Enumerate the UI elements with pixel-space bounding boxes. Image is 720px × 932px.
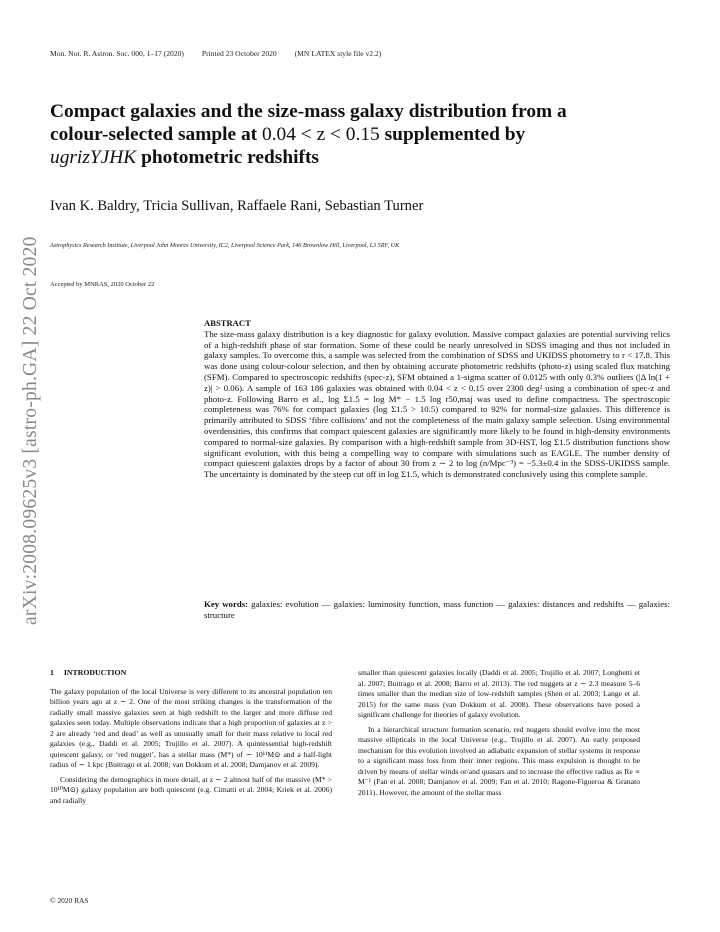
title-line-2: colour-selected sample at 0.04 < z < 0.15 supplemented by: [50, 124, 526, 145]
journal-reference: Mon. Not. R. Astron. Soc. 000, 1–17 (2020): [50, 49, 184, 58]
paper-title: [50, 100, 610, 169]
paragraph: In a hierarchical structure formation scenario, red nuggets should evolve into the most massive ellipticals in the local Universe (e.g., Trujillo et al. 2007). An early proposed mechanism for this evolution involved an adiabatic expansion of stellar systems in response to a significant mass loss from their inner regions. This mass expulsion is thought to be driven by means of stellar winds or/and quasars and to increase the effective radius as Re ∝ M⁻¹ (Fan et al. 2008; Damjanov et al. 2009; Fan et al. 2010; Ragone-Figueroa & Granato 2011). However, the amount of the stellar mass: [358, 724, 640, 797]
abstract-heading: ABSTRACT: [204, 318, 251, 328]
paragraph: The galaxy population of the local Universe is very different to its ancestral population ten billion years ago at z ∼ 2. One of the most striking changes is the transformation of the radially small massive galaxies seen at high redshift to the larger and more diffuse red galaxies seen today. Multiple observations indicate that a high proportion of galaxies at z > 2 are already ‘red and dead’ as well as unusually small for their mass relative to local red galaxies (e.g., Daddi et al. 2005; Trujillo et al. 2007). A quintessential high-redshift quiescent galaxy, or ‘red nugget’, has a stellar mass (M*) of ∼ 10¹¹M⊙ and a half-light radius of ∼ 1 kpc (Buitrago et al. 2008; van Dokkum et al. 2008; Damjanov et al. 2009).: [50, 686, 332, 769]
abstract-text: The size-mass galaxy distribution is a key diagnostic for galaxy evolution. Massive compact galaxies are potential surviving relics of a high-redshift phase of star formation. Some of these could be nearly unresolved in SDSS imaging and thus not included in galaxy samples. To overcome this, a sample was selected from the combination of SDSS and UKIDSS photometry to r < 17.8. This was done using colour-colour selection, and then by obtaining accurate photometric redshifts (photo-z) using scaled flux matching (SFM). Compared to spectroscopic redshifts (spec-z), SFM obtained a 1-sigma scatter of 0.0125 with only 0.3% outliers (|Δ ln(1 + z)| > 0.06). A sample of 163 186 galaxies was obtained with 0.04 < z < 0.15 over 2300 deg² using a combination of spec-z and photo-z. Following Barro et al., log Σ1.5 = log M* − 1.5 log r50,maj was used to define compactness. The spectroscopic completeness was 76% for compact galaxies (log Σ1.5 > 10.5) compared to 92% for normal-size galaxies. This difference is primarily attributed to SDSS ‘fibre collisions’ and not the completeness of the main galaxy sample selection. Using environmental overdensities, this confirms that compact quiescent galaxies are significantly more likely to be found in high-density environments compared to normal-size galaxies. By comparison with a high-redshift sample from 3D-HST, log Σ1.5 distribution functions show significant evolution, with this being a compelling way to compare with simulations such as EAGLE. The number density of compact quiescent galaxies drops by a factor of about 30 from z ∼ 2 to log (n/Mpc⁻³) = −5.3±0.4 in the SDSS-UKIDSS sample. The uncertainty is dominated by the steep cut off in log Σ1.5, which is demonstrated conclusively using this complete sample.: [204, 328, 670, 480]
affiliation: Astrophysics Research Institute, Liverpool John Moores University, IC2, Liverpool Science Park, 146 Brownlow Hill, Liverpool, L3 5RF, UK: [50, 242, 400, 249]
title-line-1: Compact galaxies and the size-mass galaxy distribution from a: [50, 101, 567, 122]
section-number: 1: [50, 668, 54, 677]
paragraph: Considering the demographics in more detail, at z ∼ 2 almost half of the massive (M* > 10¹⁰M⊙) galaxy population are both quiescent (e.g. Cimatti et al. 2004; Kriek et al. 2006) and radially: [50, 774, 332, 805]
title-filter-bands: ugrizYJHK: [50, 147, 137, 168]
printed-date: Printed 23 October 2020: [201, 49, 277, 58]
author-list: Ivan K. Baldry, Tricia Sullivan, Raffaele Rani, Sebastian Turner: [50, 198, 424, 214]
section-title: INTRODUCTION: [63, 668, 127, 677]
arxiv-watermark: arXiv:2008.09625v3 [astro-ph.GA] 22 Oct 2020: [20, 236, 41, 625]
right-column: [358, 668, 640, 798]
style-file-note: (MN LATEX style file v2.2): [294, 49, 382, 58]
abstract-block: [204, 318, 670, 480]
copyright-notice: © 2020 RAS: [50, 896, 89, 905]
left-column: [50, 668, 332, 806]
running-header: [50, 49, 397, 58]
keywords-label: Key words:: [204, 599, 249, 609]
title-line-3: ugrizYJHK photometric redshifts: [50, 147, 319, 168]
paragraph: smaller than quiescent galaxies locally (Daddi et al. 2005; Trujillo et al. 2007; Longhetti et al. 2007; Buitrago et al. 2008; Barro et al. 2013). The red nuggets at z ∼ 2.3 measure 5–6 times smaller than the median size of low-redshift samples (Shen et al. 2003; Lange et al. 2015) for the same mass (van Dokkum et al. 2008). These observations have posed a significant challenge for theories of galaxy evolution.: [358, 668, 640, 719]
keywords-text: galaxies: evolution — galaxies: luminosity function, mass function — galaxies: distances and redshifts — galaxies: structure: [204, 599, 670, 620]
acceptance-note: Accepted by MNRAS, 2020 October 22: [50, 281, 155, 288]
section-heading: [50, 668, 332, 679]
keywords-block: [204, 599, 670, 621]
title-redshift-range: 0.04 < z < 0.15: [262, 124, 380, 145]
